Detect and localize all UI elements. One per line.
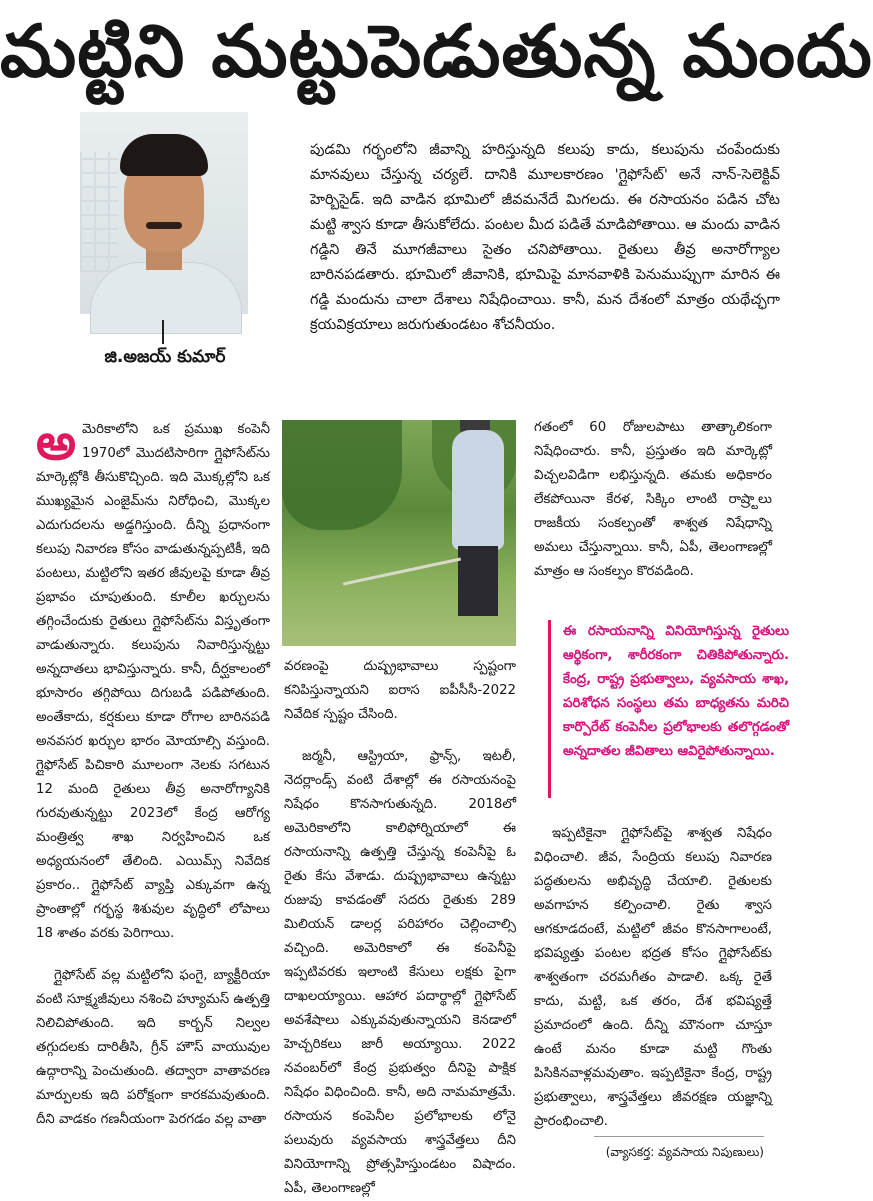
farmer-body xyxy=(452,430,504,550)
author-shirt xyxy=(90,262,242,334)
col3-paragraph-1: గతంలో 60 రోజులపాటు తాత్కాలికంగా నిషేధించారు. కానీ, ప్రస్తుతం ఇది మార్కెట్లో విచ్చలవిడిగా లభిస్తున్నది. తమకు అధికారం లేకపోయినా కేరళ, సిక్కిం లాంటి రాష్ర్టాలు రాజకీయ సంకల్పంతో శాశ్వత నిషేధాన్ని అమలు చేస్తున్నాయి. కానీ, ఏపీ, తెలంగాణల్లో మాత్రం ఆ సంకల్పం కొరవడింది. xyxy=(534,420,772,579)
column-3 xyxy=(534,416,772,610)
col2-paragraph-1: వరణంపై దుష్ప్రభావాలు స్పష్టంగా కనిపిస్తున్నాయని ఐరాస ఐపీసీసీ-2022 నివేదిక స్పష్టం చేసింది. xyxy=(284,659,516,722)
field-spraying-photo xyxy=(282,420,516,646)
col1-paragraph-1 xyxy=(36,413,270,946)
column-4 xyxy=(534,822,772,1128)
intro-paragraph: పుడమి గర్భంలోని జీవాన్ని హరిస్తున్నది కలుపు కాదు, కలుపును చంపేందుకు మానవులు చేస్తున్న చర్యలే. దానికి మూలకారణం 'గ్లైఫోసేట్' అనే నాన్-సెలెక్టివ్ హెర్బిసైడ్. ఇది వాడిన భూమిలో జీవమనేదే మిగలదు. ఈ రసాయనం పడిన చోట మట్టి శ్వాస కూడా తీసుకోలేదు. పంటల మీద పడితే మాడిపోతాయి. ఆ మందు వాడిన గడ్డిని తినే మూగజీవాలు సైతం చనిపోతాయి. రైతులు తీవ్ర అనారోగ్యాల బారినపడతారు. భూమిలో జీవానికి, భూమిపై మానవాళికి పెనుముప్పుగా మారిన ఈ గడ్డి మందును చాలా దేశాలు నిషేధించాయి. కానీ, మన దేశంలో మాత్రం యథేచ్ఛగా క్రయవిక్రయాలు జరుగుతుండటం శోచనీయం. xyxy=(310,142,780,333)
tree-shape xyxy=(282,420,402,530)
author-hair xyxy=(120,134,208,176)
headline: మట్టిని మట్టుపెడుతున్న మందు xyxy=(0,9,873,93)
col1-p1-text: మెరికాలోని ఒక ప్రముఖ కంపెనీ 1970లో మొదటిసారిగా గ్లైఫోసేట్‌ను మార్కెట్లోకి తీసుకొచ్చింది. ఇది మొక్కల్లోని ఒక ముఖ్యమైన ఎంజైమ్‌ను నిరోధించి, మొక్కల ఎదుగుదలను అడ్డగిస్తుంది. దీన్ని ప్రధానంగా కలుపు నివారణ కోసం వాడుతున్నప్పటికీ, ఇది పంటలు, మట్టిలోని ఇతర జీవులపై కూడా తీవ్ర ప్రభావం చూపుతుంది. కూలీల ఖర్చులను తగ్గించేందుకు రైతులు గ్లైఫోసేట్‌ను విస్తృతంగా వాడుతున్నారు. కలుపును నివారిస్తున్నట్టు అన్నదాతలు భావిస్తున్నారు. కానీ, దీర్ఘకాలంలో భూసారం తగ్గిపోయి దిగుబడి పడిపోతుంది. అంతేకాదు, కర్షకులు కూడా రోగాల బారినపడి అనవసర ఖర్చుల భారం మోయాల్సి వస్తుంది. గ్లైఫోసేట్ పిచికారి మూలంగా నెలకు సగటున 12 మంది రైతులు తీవ్ర అనారోగ్యానికి గురవుతున్నట్టు 2023లో కేంద్ర ఆరోగ్య మంత్రిత్వ శాఖ నిర్వహించిన ఒక అధ్యయనంలో తేలింది. ఎయిమ్స్ నివేదిక ప్రకారం.. గ్లైఫోసేట్ వ్యాప్తి ఎక్కువగా ఉన్న ప్రాంతాల్లో గర్భస్థ శిశువుల వృద్ధిలో లోపాలు 18 శాతం వరకు పెరిగాయి. xyxy=(36,422,270,941)
col1-paragraph-2: గ్లైఫోసేట్ వల్ల మట్టిలోని ఫంగై, బ్యాక్టీరియా వంటి సూక్ష్మజీవులు నశించి హ్యూమస్ ఉత్పత్తి నిలిచిపోతుంది. ఇది కార్బన్ నిల్వల తగ్గుదలకు దారితీసి, గ్రీన్ హౌస్ వాయువుల ఉద్గారాన్ని పెంచుతుంది. తద్వారా వాతావరణ మార్పులకు ఇది పరోక్షంగా కారకమవుతుంది. దీని వాడకం గణనీయంగా పెరగడం వల్ల వాతా xyxy=(36,968,270,1127)
col2-paragraph-2: జర్మనీ, ఆస్ట్రియా, ఫ్రాన్స్, ఇటలీ, నెదర్లాండ్స్ వంటి దేశాల్లో ఈ రసాయనంపై నిషేధం కొనసాగుతున్నది. 2018లో అమెరికాలోని కాలిఫోర్నియాలో ఈ రసాయనాన్ని ఉత్పత్తి చేస్తున్న కంపెనీపై ఓ రైతు కేసు వేశాడు. దుష్ప్రభావాలు ఉన్నట్టు రుజువు కావడంతో సదరు రైతుకు 289 మిలియన్ డాలర్ల పరిహారం చెల్లించాల్సి వచ్చింది. అమెరికాలో ఈ కంపెనీపై ఇప్పటివరకు ఇలాంటి కేసులు లక్షకు పైగా దాఖలయ్యాయి. ఆహార పదార్థాల్లో గ్లైఫోసేట్ అవశేషాలు ఎక్కువవుతున్నాయని కెనడాలో హెచ్చరికలు జారీ అయ్యాయి. 2022 నవంబర్‌లో కేంద్ర ప్రభుత్వం దీనిపై పాక్షిక నిషేధం విధించింది. కానీ, అది నామమాత్రమే. రసాయన కంపెనీల ప్రలోభాలకు లోనై పలువురు వ్యవసాయ శాస్త్రవేత్తలు దీని వినియోగాన్ని ప్రోత్సహిస్తుండటం విషాదం. ఏపీ, తెలంగాణల్లో xyxy=(284,749,516,1196)
byline-rule xyxy=(162,320,164,344)
author-mustache xyxy=(146,222,182,229)
column-1 xyxy=(36,413,270,1166)
background-window-grid xyxy=(80,152,118,272)
author-photo xyxy=(80,112,248,314)
spray-nozzle xyxy=(343,558,461,586)
col4-paragraph-1: ఇప్పటికైనా గ్లైఫోసేట్‌పై శాశ్వత నిషేధం విధించాలి. జీవ, సేంద్రియ కలుపు నివారణ పద్ధతులను అభివృద్ధి చేయాలి. రైతులకు అవగాహన కల్పించాలి. రైతు శ్వాస ఆగకూడదంటే, మట్టిలో జీవం కొనసాగాలంటే, భవిష్యత్తు పంటల భద్రత కోసం గ్లైఫోసేట్‌కు శాశ్వతంగా చరమగీతం పాడాలి. ఒక్క రైతే కాదు, మట్టి, ఒక తరం, దేశ భవిష్యత్తే ప్రమాదంలో ఉంది. దీన్ని మౌనంగా చూస్తూ ఉంటే మనం కూడా మట్టి గొంతు పిసికినవాళ్లమవుతాం. ఇప్పటికైనా కేంద్ర, రాష్ట్ర ప్రభుత్వాలు, శాస్త్రవేత్తలు జీవరక్షణ యజ్ఞాన్ని ప్రారంభించాలి. xyxy=(534,826,772,1129)
drop-cap: అ xyxy=(36,413,76,471)
author-byline: జి.అజయ్ కుమార్ xyxy=(104,347,226,367)
author-note: (వ్యాసకర్త: వ్యవసాయ నిపుణులు) xyxy=(594,1136,764,1167)
pull-quote: ఈ రసాయనాన్ని వినియోగిస్తున్న రైతులు ఆర్థికంగా, శారీరకంగా చితికిపోతున్నారు. కేంద్ర, రాష్ట్ర ప్రభుత్వాలు, వ్యవసాయ శాఖ, పరిశోధన సంస్థలు తమ బాధ్యతను మరిచి కార్పొరేట్ కంపెనీల ప్రలోభాలకు తలొగ్గడంతో అన్నదాతల జీవితాలు ఆవిరైపోతున్నాయి. xyxy=(548,620,789,798)
column-2 xyxy=(284,655,516,1196)
farmer-legs xyxy=(458,546,498,616)
